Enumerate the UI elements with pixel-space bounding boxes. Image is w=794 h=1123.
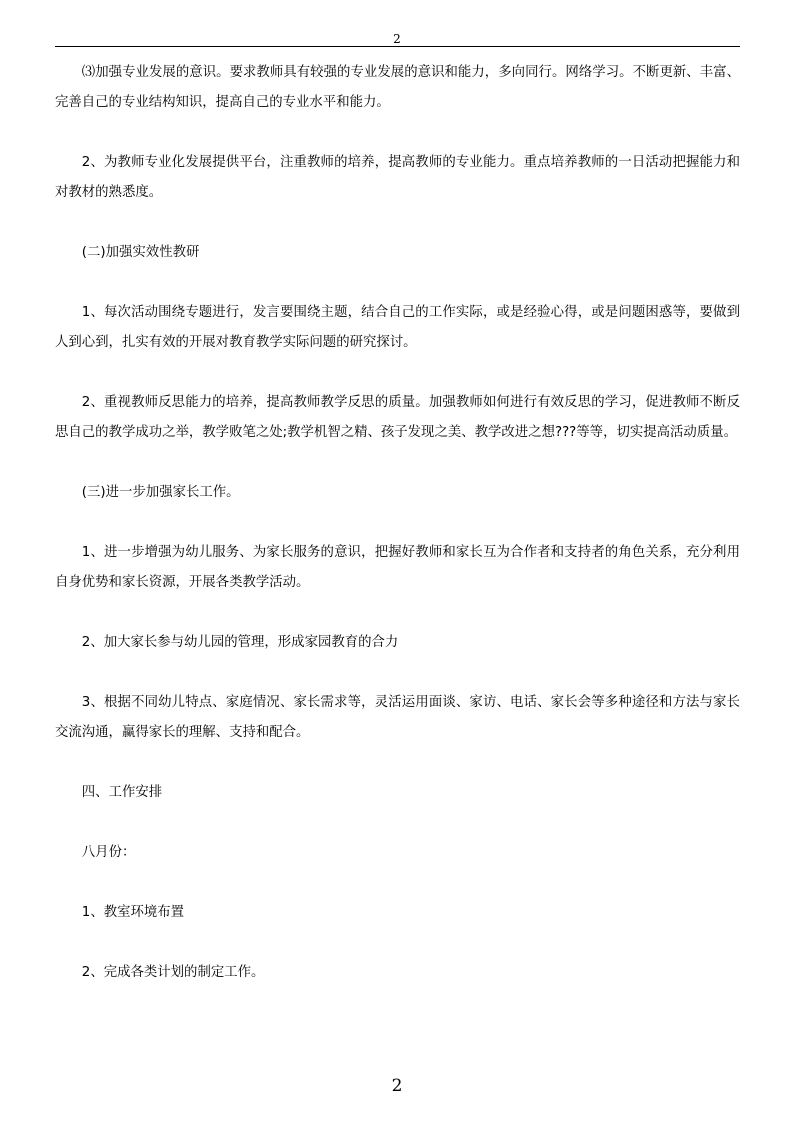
paragraph-3: 1、每次活动围绕专题进行，发言要围绕主题，结合自己的工作实际，或是经验心得，或是问题困惑等，要做到人到心到，扎实有效的开展对教育教学实际问题的研究探讨。 (55, 305, 740, 350)
header-rule (55, 46, 740, 47)
list-item-1: 1、教室环境布置 (81, 905, 185, 920)
paragraph-2: 2、为教师专业化发展提供平台，注重教师的培养，提高教师的专业能力。重点培养教师的一日活动把握能力和对教材的熟悉度。 (55, 155, 740, 200)
header-page-number: 2 (393, 32, 401, 46)
month-heading: 八月份： (81, 845, 136, 860)
paragraph-5: 1、进一步增强为幼儿服务、为家长服务的意识，把握好教师和家长互为合作者和支持者的角色关系，充分利用自身优势和家长资源，开展各类教学活动。 (55, 545, 740, 590)
footer-page-number: 2 (391, 1076, 403, 1096)
paragraph-1: ⑶加强专业发展的意识。要求教师具有较强的专业发展的意识和能力，多向同行。网络学习。不断更新、丰富、完善自己的专业结构知识，提高自己的专业水平和能力。 (55, 65, 740, 110)
list-item-2: 2、完成各类计划的制定工作。 (81, 965, 265, 980)
section-heading-4: 四、工作安排 (81, 785, 163, 800)
paragraph-4: 2、重视教师反思能力的培养，提高教师教学反思的质量。加强教师如何进行有效反思的学习，促进教师不断反思自己的教学成功之举，教学败笔之处;教学机智之精、孩子发现之美、教学改进之想???等等，切实提高活动质量。 (55, 395, 740, 440)
paragraph-6: 2、加大家长参与幼儿园的管理，形成家园教育的合力 (81, 635, 399, 650)
paragraph-7: 3、根据不同幼儿特点、家庭情况、家长需求等，灵活运用面谈、家访、电话、家长会等多种途径和方法与家长交流沟通，赢得家长的理解、支持和配合。 (55, 695, 740, 740)
section-heading-3: (三)进一步加强家长工作。 (81, 485, 240, 500)
document-body (55, 58, 740, 988)
section-heading-2: (二)加强实效性教研 (81, 245, 200, 260)
